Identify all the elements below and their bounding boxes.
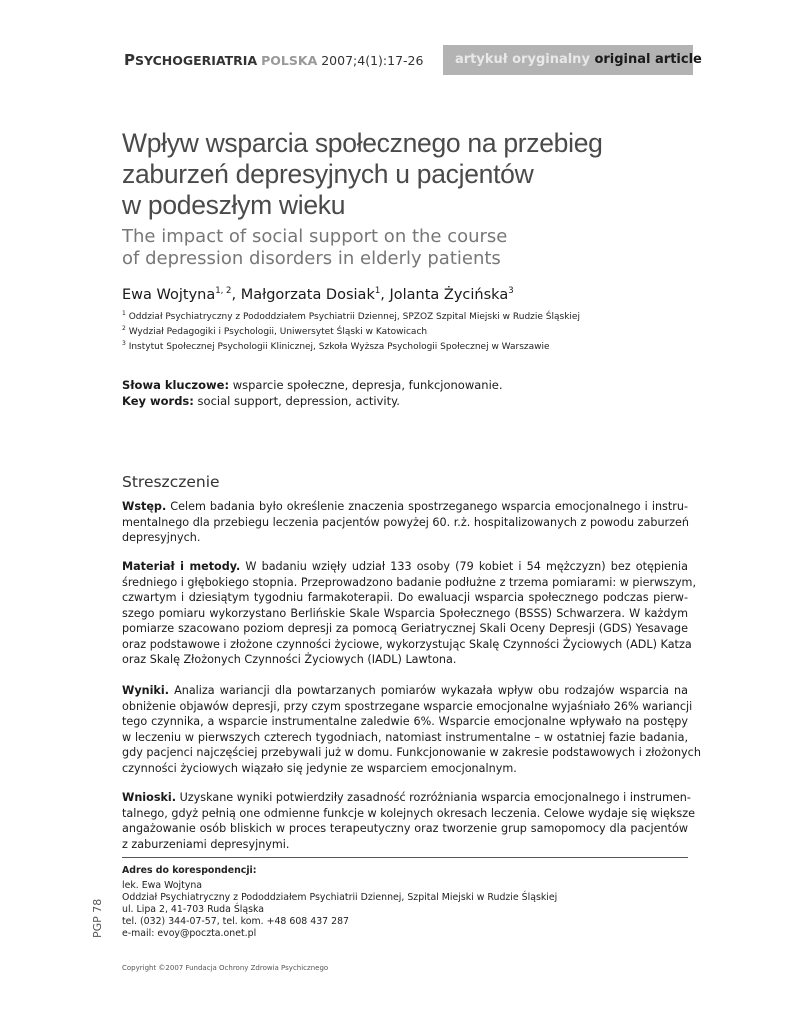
abstract-conclusions (122, 790, 695, 852)
author-list (122, 286, 514, 303)
abstract-line: depresyjnych. (122, 531, 201, 544)
keywords-en-text: social support, depression, activity. (193, 393, 400, 408)
abstract-line (122, 499, 688, 515)
author-name: , Jolanta Życińska (380, 286, 509, 303)
abstract-line: oraz podstawowe i złożone czynności życiowe, wykorzystując Skalę Czynności Życiowych (ADL) Katza (122, 637, 692, 651)
author-affil-sup: 1, 2 (215, 286, 232, 296)
author-name: , Małgorzata Dosiak (231, 286, 375, 303)
title-polish (122, 128, 682, 221)
title-english (122, 226, 682, 270)
author-name: Ewa Wojtyna (122, 286, 216, 303)
correspondence-line: ul. Lipa 2, 41-703 Ruda Śląska (122, 904, 265, 915)
page-number: PGP 78 (91, 898, 104, 938)
article-type-pl: artykuł oryginalny (455, 52, 590, 67)
affiliations (122, 308, 580, 353)
title-en-line: of depression disorders in elderly patients (122, 248, 501, 269)
affiliation-line (122, 308, 580, 323)
journal-name-psycho: SYCHO (135, 53, 183, 68)
affiliation-text: Oddział Psychiatryczny z Pododdziałem Psychiatrii Dziennej, SPZOZ Szpital Miejski w Rudzie Śląskiej (125, 312, 580, 322)
keywords-en (122, 394, 503, 410)
journal-initial: P (124, 51, 135, 69)
journal-reference: 2007;4(1):17-26 (321, 53, 424, 68)
article-type-badge (443, 45, 702, 75)
paragraph-label: Materiał i metody. (122, 560, 241, 573)
abstract-text: Celem badania było określenie znaczenia spostrzeganego wsparcia emocjonalnego i instru- (166, 500, 688, 513)
abstract-line: gdy pacjenci najczęściej przebywali już w domu. Funkcjonowanie w zakresie podstawowych i złożonych (122, 746, 701, 759)
title-en-line: The impact of social support on the course (122, 226, 508, 247)
correspondence-block (122, 865, 557, 940)
abstract-line: czwartym i dziesiątym tygodniu farmakoterapii. Do ewaluacji wsparcia społecznego podczas pierw- (122, 591, 688, 604)
abstract-line: szego pomiaru wykorzystano Berlińskie Skale Wsparcia Społecznego (BSSS) Schwarzera. W każdym (122, 606, 688, 620)
correspondence-line: lek. Ewa Wojtyna (122, 880, 203, 891)
title-pl-line: w podeszłym wieku (122, 190, 346, 220)
author-affil-sup: 3 (508, 286, 514, 296)
correspondence-line: Oddział Psychiatryczny z Pododdziałem Psychiatrii Dziennej, Szpital Miejski w Rudzie Śląskiej (122, 892, 558, 903)
keywords-pl-label: Słowa kluczowe: (122, 378, 230, 392)
abstract-line: w leczeniu w pierwszych czterech tygodniach, natomiast instrumentalne – w ostatniej fazie badania, (122, 730, 688, 744)
abstract-line: z zaburzeniami depresyjnymi. (122, 837, 290, 851)
keywords (122, 378, 503, 409)
journal-citation (124, 51, 423, 69)
keywords-en-label: Key words: (122, 393, 194, 408)
abstract-heading: Streszczenie (122, 473, 220, 491)
abstract-line: czynności życiowych wiązało się jedynie ze wsparciem emocjonalnym. (122, 761, 517, 775)
abstract-line: talnego, gdyż pełnią one odmienne funkcje w kolejnych okresach leczenia. Celowe wydaje się większe (122, 806, 695, 820)
abstract-line: pomiarze szacowano poziom depresji za pomocą Geriatrycznej Skali Oceny Depresji (GDS) Yesavage (122, 622, 688, 635)
abstract-line (122, 559, 688, 575)
abstract-line (122, 790, 691, 806)
abstract-line: angażowanie osób bliskich w proces terapeutyczny oraz tworzenie grup samopomocy dla pacjentów (122, 822, 688, 835)
abstract-text: W badaniu wzięły udział 133 osoby (79 kobiet i 54 mężczyzn) bez otępienia (240, 560, 688, 573)
affiliation-line (122, 323, 580, 338)
abstract-text: Uzyskane wyniki potwierdziły zasadność rozróżniania wsparcia emocjonalnego i instrumen- (176, 791, 691, 804)
affiliation-sup: 3 (122, 340, 126, 347)
keywords-pl (122, 378, 503, 394)
paragraph-label: Wyniki. (122, 684, 169, 697)
affiliation-text: Wydział Pedagogiki i Psychologii, Uniwersytet Śląski w Katowicach (125, 327, 428, 337)
abstract-line: tego czynnika, a wsparcie instrumentalne zaledwie 6%. Wsparcie emocjonalne wpływało na postępy (122, 715, 688, 728)
author-affil-sup: 1 (374, 286, 381, 296)
correspondence-email: e-mail: evoy@poczta.onet.pl (122, 928, 257, 939)
correspondence-heading: Adres do korespondencji: (122, 865, 257, 876)
affiliation-sup: 2 (122, 325, 126, 332)
correspondence-line: tel. (032) 344-07-57, tel. kom. +48 608 437 287 (122, 916, 350, 927)
title-pl-line: zaburzeń depresyjnych u pacjentów (122, 159, 534, 189)
abstract-methods (122, 559, 697, 668)
abstract-line: mentalnego dla przebiegu leczenia pacjentów powyżej 60. r.ż. hospitalizowanych z powodu zaburzeń (122, 515, 689, 529)
abstract-line: średniego i głębokiego stopnia. Przeprowadzono badanie podłużne z trzema pomiarami: w pierwszym, (122, 575, 697, 589)
divider (122, 857, 688, 858)
copyright-notice: Copyright ©2007 Fundacja Ochrony Zdrowia Psychicznego (122, 964, 329, 972)
paragraph-label: Wnioski. (122, 791, 177, 804)
article-type-en: original article (594, 52, 702, 67)
abstract-results (122, 683, 701, 776)
paragraph-label: Wstęp. (122, 500, 167, 513)
abstract-line: oraz Skalę Złożonych Czynności Życiowych (IADL) Lawtona. (122, 653, 457, 666)
abstract-text: Analiza wariancji dla powtarzanych pomiarów wykazała wpływ obu rodzajów wsparcia na (168, 684, 688, 697)
affiliation-sup: 1 (122, 310, 126, 317)
journal-name-geriatria: GERIATRIA (182, 53, 258, 68)
journal-name-polska: POLSKA (261, 53, 318, 68)
abstract-line (122, 683, 688, 699)
abstract-line: obniżenie objawów depresji, przy czym spostrzegane wsparcie emocjonalne wyjaśniało 26% wariancji (122, 699, 693, 713)
title-pl-line: Wpływ wsparcia społecznego na przebieg (122, 128, 603, 158)
abstract-introduction (122, 499, 688, 546)
affiliation-text: Instytut Społecznej Psychologii Klinicznej, Szkoła Wyższa Psychologii Społecznej w Warszawie (125, 342, 550, 352)
keywords-pl-text: wsparcie społeczne, depresja, funkcjonowanie. (229, 378, 503, 392)
affiliation-line (122, 338, 580, 353)
